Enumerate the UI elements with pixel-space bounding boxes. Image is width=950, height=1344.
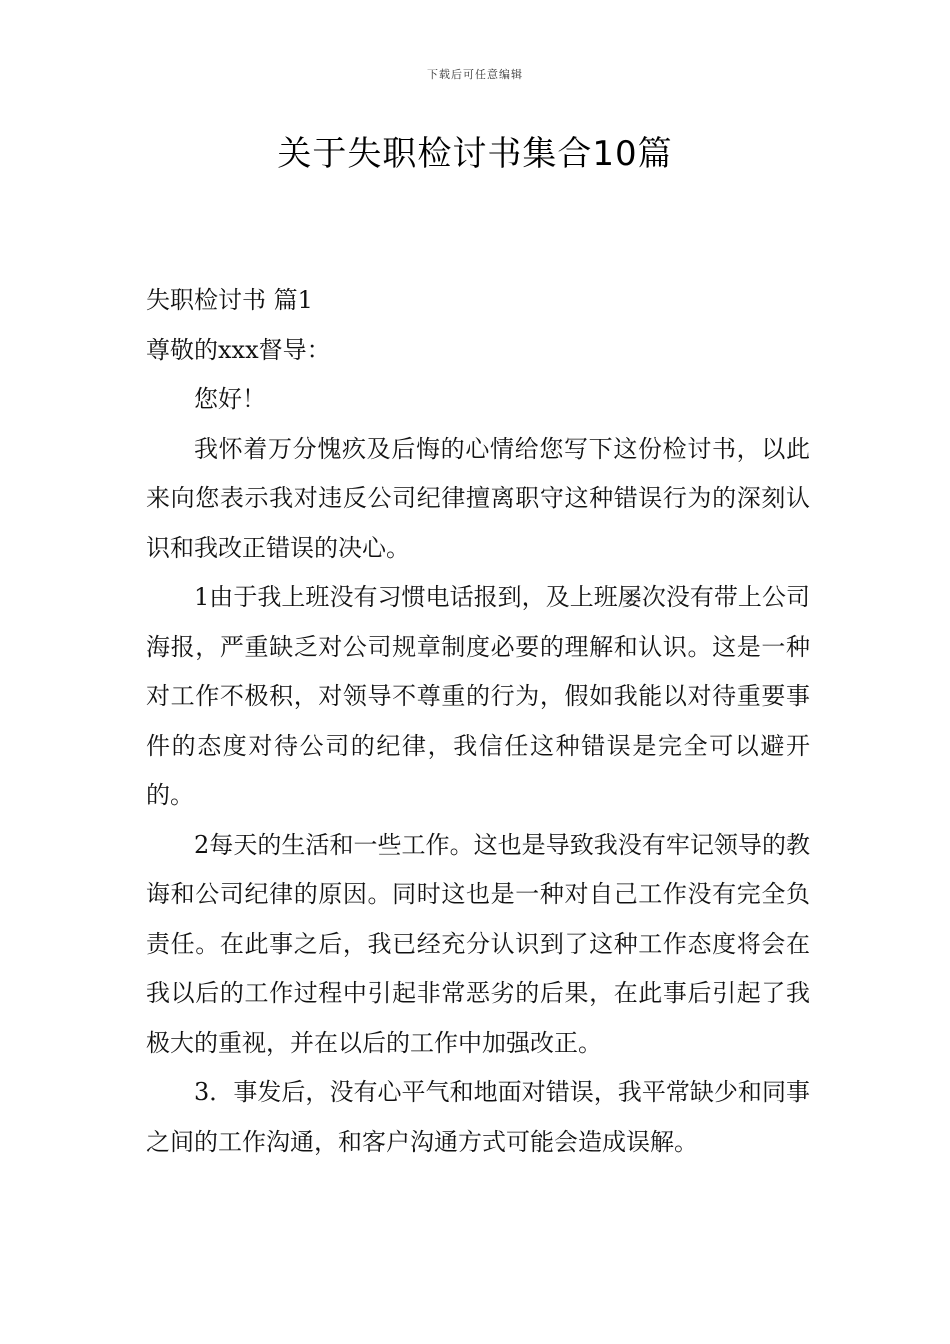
paragraph-1: 我怀着万分愧疚及后悔的心情给您写下这份检讨书，以此来向您表示我对违反公司纪律擅离职守这种错误行为的深刻认识和我改正错误的决心。	[146, 434, 810, 562]
paragraph-4: 3．事发后，没有心平气和地面对错误，我平常缺少和同事之间的工作沟通，和客户沟通方式可能会造成误解。	[146, 1078, 810, 1156]
section-heading: 失职检讨书 篇1	[146, 286, 313, 314]
paragraph-3: 2每天的生活和一些工作。这也是导致我没有牢记领导的教诲和公司纪律的原因。同时这也是一种对自己工作没有完全负责任。在此事之后，我已经充分认识到了这种工作态度将会在我以后的工作过程中引起非常恶劣的后果，在此事后引起了我极大的重视，并在以后的工作中加强改正。	[146, 830, 810, 1057]
document-body	[146, 276, 810, 1167]
salutation: 尊敬的xxx督导：	[146, 335, 331, 364]
header-note: 下载后可任意编辑	[427, 68, 523, 81]
document-title: 关于失职检讨书集合10篇	[277, 134, 673, 174]
greeting: 您好！	[194, 385, 266, 413]
paragraph-2: 1由于我上班没有习惯电话报到，及上班屡次没有带上公司海报，严重缺乏对公司规章制度必要的理解和认识。这是一种对工作不极积，对领导不尊重的行为，假如我能以对待重要事件的态度对待公司的纪律，我信任这种错误是完全可以避开的。	[146, 583, 810, 809]
